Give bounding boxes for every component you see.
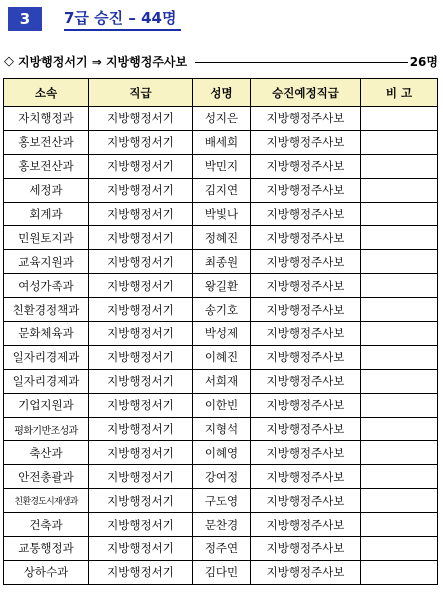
cell-name: 서희재 <box>193 369 251 393</box>
cell-department: 민원토지과 <box>4 226 89 250</box>
cell-department: 친환경도시재생과 <box>4 489 89 513</box>
cell-promoted-rank: 지방행정주사보 <box>251 537 361 561</box>
header-department: 소속 <box>4 79 89 107</box>
table-row <box>4 465 438 489</box>
table-row <box>4 107 438 131</box>
table-row <box>4 322 438 346</box>
table-row <box>4 345 438 369</box>
cell-remarks <box>361 226 438 250</box>
cell-remarks <box>361 178 438 202</box>
cell-name: 구도영 <box>193 489 251 513</box>
table-row <box>4 154 438 178</box>
table-header-row <box>4 79 438 107</box>
cell-promoted-rank: 지방행정주사보 <box>251 107 361 131</box>
cell-name: 이혜진 <box>193 345 251 369</box>
cell-rank: 지방행정서기 <box>89 417 193 441</box>
cell-department: 교육지원과 <box>4 250 89 274</box>
header-promoted-rank: 승진예정직급 <box>251 79 361 107</box>
cell-name: 송기호 <box>193 298 251 322</box>
cell-department: 세정과 <box>4 178 89 202</box>
cell-promoted-rank: 지방행정주사보 <box>251 489 361 513</box>
cell-promoted-rank: 지방행정주사보 <box>251 513 361 537</box>
cell-remarks <box>361 322 438 346</box>
table-row <box>4 489 438 513</box>
cell-rank: 지방행정서기 <box>89 513 193 537</box>
cell-name: 이혜영 <box>193 441 251 465</box>
cell-rank: 지방행정서기 <box>89 154 193 178</box>
cell-remarks <box>361 298 438 322</box>
diamond-bullet-icon: ◇ <box>4 53 14 69</box>
cell-promoted-rank: 지방행정주사보 <box>251 154 361 178</box>
cell-promoted-rank: 지방행정주사보 <box>251 202 361 226</box>
cell-remarks <box>361 202 438 226</box>
header-remarks: 비 고 <box>361 79 438 107</box>
section-heading <box>8 6 181 32</box>
cell-rank: 지방행정서기 <box>89 537 193 561</box>
cell-rank: 지방행정서기 <box>89 274 193 298</box>
cell-rank: 지방행정서기 <box>89 369 193 393</box>
table-row <box>4 250 438 274</box>
cell-department: 일자리경제과 <box>4 369 89 393</box>
cell-promoted-rank: 지방행정주사보 <box>251 130 361 154</box>
cell-remarks <box>361 250 438 274</box>
cell-name: 이한빈 <box>193 393 251 417</box>
table-row <box>4 226 438 250</box>
cell-department: 안전총괄과 <box>4 465 89 489</box>
subheading-rule <box>195 62 408 63</box>
cell-promoted-rank: 지방행정주사보 <box>251 250 361 274</box>
cell-remarks <box>361 274 438 298</box>
table-row <box>4 130 438 154</box>
cell-rank: 지방행정서기 <box>89 345 193 369</box>
cell-remarks <box>361 489 438 513</box>
table-row <box>4 417 438 441</box>
cell-remarks <box>361 393 438 417</box>
table-row <box>4 202 438 226</box>
cell-name: 박민지 <box>193 154 251 178</box>
table-row <box>4 369 438 393</box>
table-row <box>4 393 438 417</box>
cell-promoted-rank: 지방행정주사보 <box>251 178 361 202</box>
cell-rank: 지방행정서기 <box>89 130 193 154</box>
cell-remarks <box>361 465 438 489</box>
cell-rank: 지방행정서기 <box>89 393 193 417</box>
cell-promoted-rank: 지방행정주사보 <box>251 369 361 393</box>
cell-rank: 지방행정서기 <box>89 465 193 489</box>
cell-remarks <box>361 441 438 465</box>
cell-name: 왕길환 <box>193 274 251 298</box>
cell-remarks <box>361 369 438 393</box>
table-row <box>4 537 438 561</box>
header-rank: 직급 <box>89 79 193 107</box>
cell-rank: 지방행정서기 <box>89 560 193 584</box>
cell-rank: 지방행정서기 <box>89 441 193 465</box>
cell-rank: 지방행정서기 <box>89 178 193 202</box>
cell-remarks <box>361 345 438 369</box>
table-row <box>4 513 438 537</box>
cell-remarks <box>361 417 438 441</box>
table-row <box>4 441 438 465</box>
cell-department: 기업지원과 <box>4 393 89 417</box>
cell-name: 김지연 <box>193 178 251 202</box>
cell-department: 문화체육과 <box>4 322 89 346</box>
cell-department: 교통행정과 <box>4 537 89 561</box>
cell-department: 여성가족과 <box>4 274 89 298</box>
cell-name: 김다민 <box>193 560 251 584</box>
cell-name: 지형석 <box>193 417 251 441</box>
cell-department: 건축과 <box>4 513 89 537</box>
cell-promoted-rank: 지방행정주사보 <box>251 560 361 584</box>
cell-department: 친환경정책과 <box>4 298 89 322</box>
subheading-text: 지방행정서기 ⇒ 지방행정주사보 <box>18 54 188 69</box>
cell-rank: 지방행정서기 <box>89 226 193 250</box>
cell-rank: 지방행정서기 <box>89 489 193 513</box>
table-row <box>4 274 438 298</box>
cell-promoted-rank: 지방행정주사보 <box>251 441 361 465</box>
cell-promoted-rank: 지방행정주사보 <box>251 226 361 250</box>
cell-name: 성지은 <box>193 107 251 131</box>
cell-name: 정주연 <box>193 537 251 561</box>
cell-department: 홍보전산과 <box>4 130 89 154</box>
cell-name: 박성제 <box>193 322 251 346</box>
cell-promoted-rank: 지방행정주사보 <box>251 393 361 417</box>
cell-promoted-rank: 지방행정주사보 <box>251 345 361 369</box>
cell-department: 축산과 <box>4 441 89 465</box>
cell-rank: 지방행정서기 <box>89 250 193 274</box>
cell-rank: 지방행정서기 <box>89 202 193 226</box>
cell-rank: 지방행정서기 <box>89 322 193 346</box>
cell-promoted-rank: 지방행정주사보 <box>251 274 361 298</box>
cell-name: 배세희 <box>193 130 251 154</box>
cell-remarks <box>361 107 438 131</box>
cell-promoted-rank: 지방행정주사보 <box>251 465 361 489</box>
cell-name: 박빛나 <box>193 202 251 226</box>
table-row <box>4 560 438 584</box>
cell-promoted-rank: 지방행정주사보 <box>251 322 361 346</box>
cell-name: 문찬경 <box>193 513 251 537</box>
section-number-badge: 3 <box>8 7 42 31</box>
cell-department: 홍보전산과 <box>4 154 89 178</box>
cell-department: 회계과 <box>4 202 89 226</box>
cell-remarks <box>361 513 438 537</box>
table-row <box>4 298 438 322</box>
subheading-count: 26명 <box>409 54 438 69</box>
cell-name: 강여정 <box>193 465 251 489</box>
cell-department: 자치행정과 <box>4 107 89 131</box>
promotion-table <box>3 78 438 585</box>
cell-name: 정혜진 <box>193 226 251 250</box>
cell-remarks <box>361 154 438 178</box>
subheading <box>4 52 438 70</box>
cell-rank: 지방행정서기 <box>89 107 193 131</box>
header-name: 성명 <box>193 79 251 107</box>
cell-promoted-rank: 지방행정주사보 <box>251 417 361 441</box>
cell-name: 최종원 <box>193 250 251 274</box>
cell-rank: 지방행정서기 <box>89 298 193 322</box>
table-row <box>4 178 438 202</box>
cell-department: 상하수과 <box>4 560 89 584</box>
cell-promoted-rank: 지방행정주사보 <box>251 298 361 322</box>
cell-remarks <box>361 560 438 584</box>
section-title: 7급 승진 – 44명 <box>64 7 181 31</box>
cell-department: 일자리경제과 <box>4 345 89 369</box>
cell-department: 평화기반조성과 <box>4 417 89 441</box>
cell-remarks <box>361 130 438 154</box>
cell-remarks <box>361 537 438 561</box>
